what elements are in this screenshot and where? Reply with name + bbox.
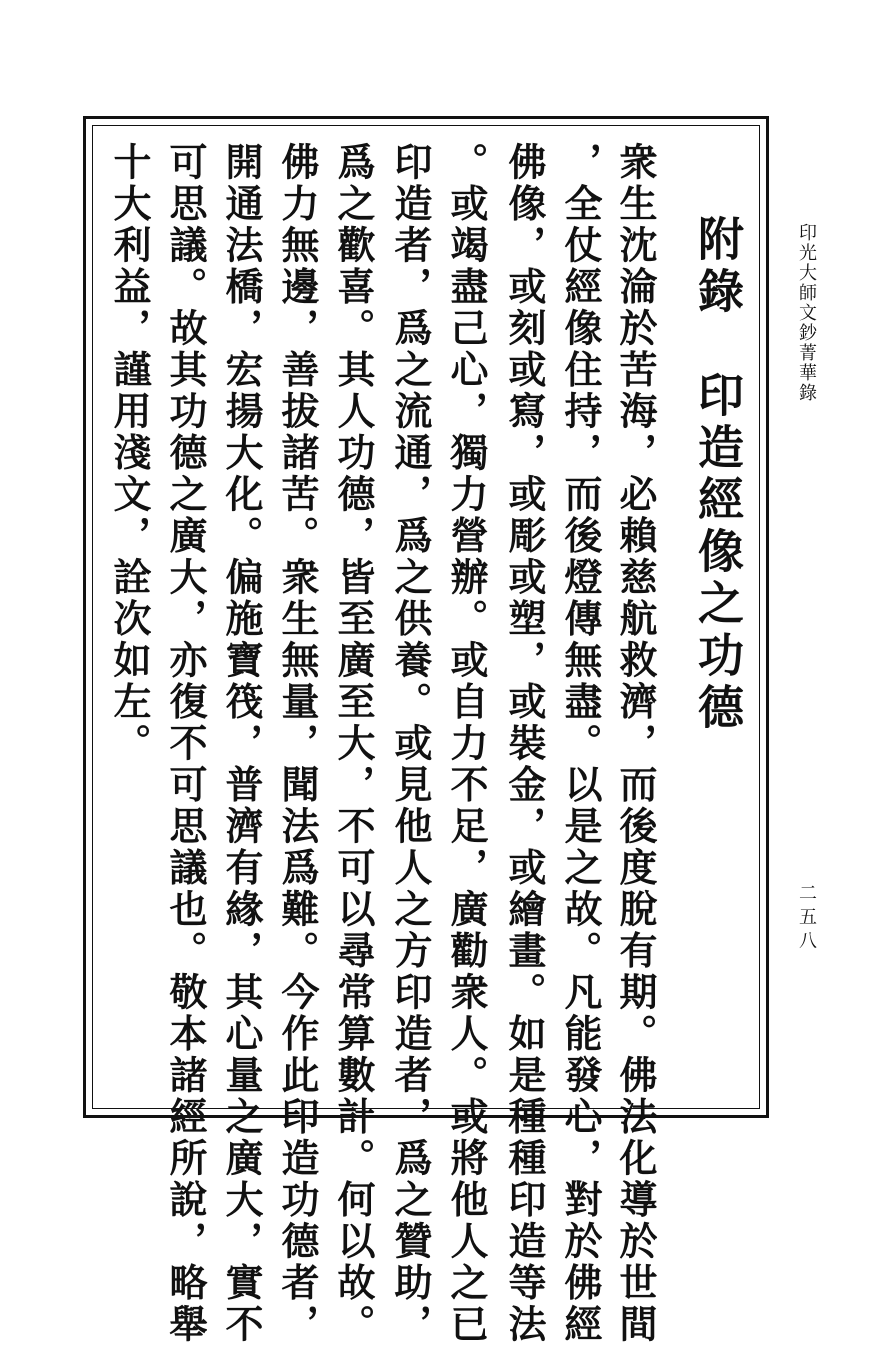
running-head: 印光大師文鈔菁華錄 — [796, 223, 817, 403]
section-title: 附錄 印造經像之功德 — [691, 215, 745, 735]
text-column-9: 可思議。故其功德之廣大，亦復不可思議也。敬本諸經所說，略舉 — [163, 142, 208, 1346]
text-column-10: 十大利益，謹用淺文，詮次如左。 — [107, 142, 152, 765]
text-column-7: 佛力無邊，善拔諸苦。衆生無量，聞法爲難。今作此印造功德者， — [275, 142, 320, 1346]
text-column-8: 開通法橋，宏揚大化。偏施寶筏，普濟有緣，其心量之廣大，實不 — [219, 142, 264, 1346]
text-column-6: 爲之歡喜。其人功德，皆至廣至大，不可以尋常算數計。何以故。 — [331, 142, 376, 1346]
text-column-1: 衆生沈淪於苦海，必賴慈航救濟，而後度脫有期。佛法化導於世間 — [613, 142, 658, 1346]
page-number: 二五八 — [796, 883, 817, 955]
text-column-2: ，全仗經像住持，而後燈傳無盡。以是之故。凡能發心，對於佛經 — [558, 142, 603, 1346]
text-column-3: 佛像，或刻或寫，或彫或塑，或裝金，或繪畫。如是種種印造等法 — [502, 142, 547, 1346]
text-column-4: 。或竭盡己心，獨力營辦。或自力不足，廣勸衆人。或將他人之已 — [444, 142, 489, 1346]
text-column-5: 印造者，爲之流通，爲之供養。或見他人之方印造者，爲之贊助， — [388, 142, 433, 1346]
